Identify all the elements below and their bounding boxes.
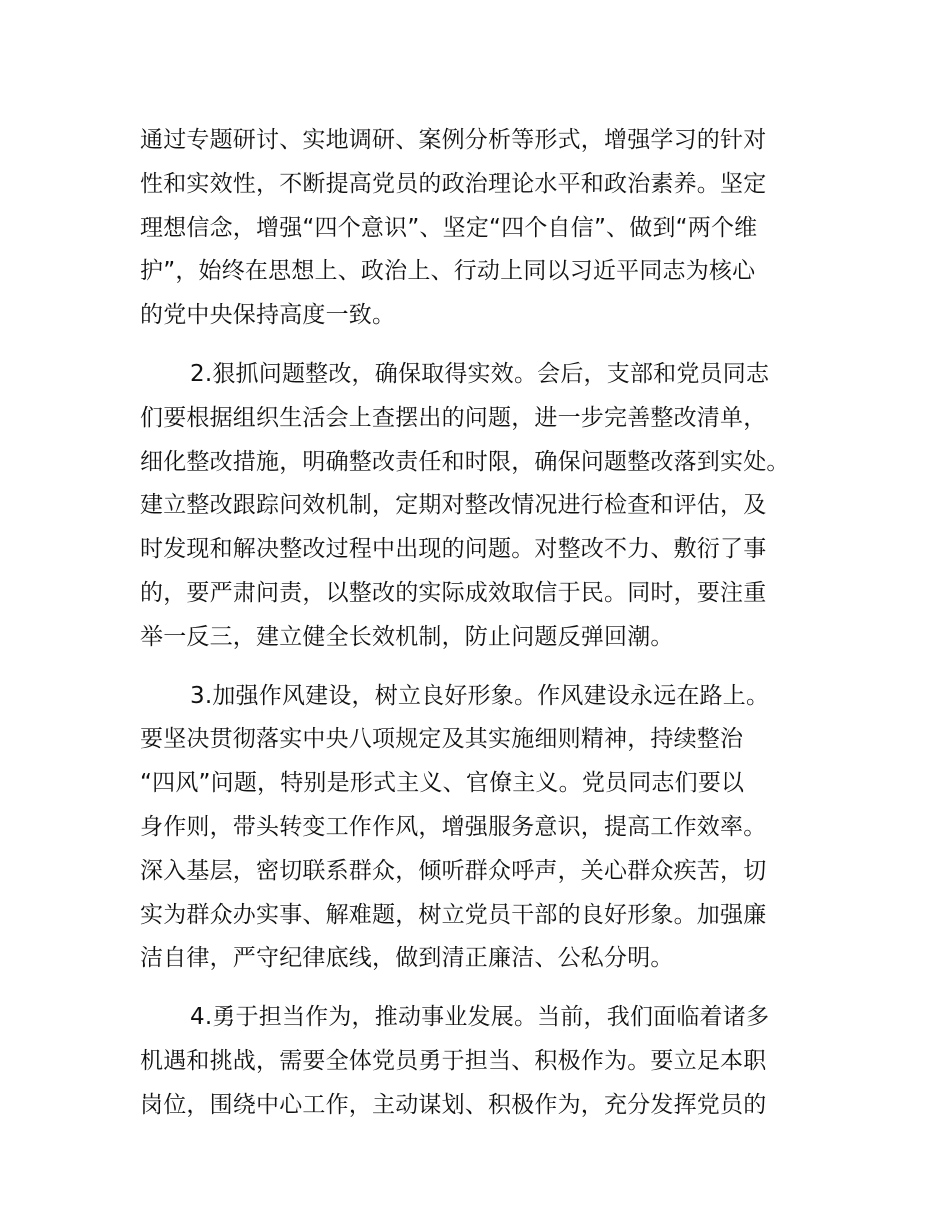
text-line: 要坚决贯彻落实中央八项规定及其实施细则精神，持续整治 [140,726,744,753]
paragraph-2 [140,353,820,660]
paragraph-spacer [140,981,820,996]
paragraph-1 [140,119,820,338]
text-line: 4.勇于担当作为，推动事业发展。当前，我们面临着诸多 [190,1004,770,1031]
paragraph-4 [140,996,820,1127]
text-line: 机遇和挑战，需要全体党员勇于担当、积极作为。要立足本职 [140,1047,767,1074]
text-line: 建立整改跟踪问效机制，定期对整改情况进行检查和评估，及 [140,492,767,519]
text-line: 的党中央保持高度一致。 [140,302,396,329]
text-line: 通过专题研讨、实地调研、案例分析等形式，增强学习的针对 [140,127,767,153]
paragraph-3 [140,675,820,982]
text-line: 举一反三，建立健全长效机制，防止问题反弹回潮。 [140,623,674,650]
text-line: 深入基层，密切联系群众，倾听群众呼声，关心群众疾苦，切 [140,857,767,884]
document-body [140,119,820,1128]
paragraph-spacer [140,338,820,353]
text-line: 们要根据组织生活会上查摆出的问题，进一步完善整改清单， [140,404,767,431]
text-line: 细化整改措施，明确整改责任和时限，确保问题整改落到实处。 [140,448,790,475]
text-line: 的，要严肃问责，以整改的实际成效取信于民。同时，要注重 [140,579,767,606]
text-line: 岗位，围绕中心工作，主动谋划、积极作为，充分发挥党员的 [140,1091,767,1118]
text-line: “四风”问题，特别是形式主义、官僚主义。党员同志们要以 [140,770,745,797]
text-line: 实为群众办实事、解难题，树立党员干部的良好形象。加强廉 [140,901,767,928]
text-line: 3.加强作风建设，树立良好形象。作风建设永远在路上。 [190,682,770,709]
text-line: 时发现和解决整改过程中出现的问题。对整改不力、敷衍了事 [140,536,767,563]
text-line: 理想信念，增强“四个意识”、坚定“四个自信”、做到“两个维 [140,214,758,241]
text-line: 洁自律，严守纪律底线，做到清正廉洁、公私分明。 [140,945,674,972]
paragraph-spacer [140,660,820,675]
text-line: 身作则，带头转变工作作风，增强服务意识，提高工作效率。 [140,813,767,840]
text-line: 2.狠抓问题整改，确保取得实效。会后，支部和党员同志 [190,360,770,387]
text-line: 性和实效性，不断提高党员的政治理论水平和政治素养。坚定 [140,170,767,197]
text-line: 护”，始终在思想上、政治上、行动上同以习近平同志为核心 [140,258,756,285]
